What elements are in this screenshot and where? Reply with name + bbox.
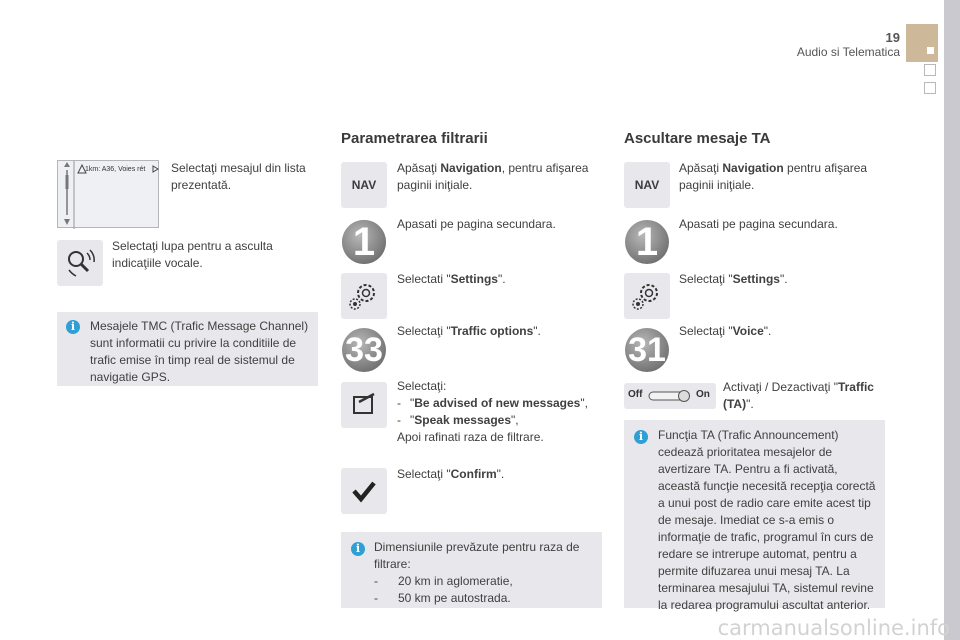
nav-label: NAV bbox=[634, 178, 660, 192]
info-icon: i bbox=[66, 320, 80, 334]
section-title: Audio si Telematica bbox=[796, 45, 900, 59]
filter-step-settings: Selectati "Settings". bbox=[397, 272, 506, 286]
ta-info-panel bbox=[624, 420, 885, 612]
step-number-badge bbox=[341, 219, 387, 265]
magnifier-speaker-icon bbox=[57, 240, 103, 286]
filter-radius-info: Dimensiunile prevăzute pentru raza de filtrare: - 20 km in aglomeratie, - 50 km pe autostrada. bbox=[374, 540, 580, 605]
select-message-text: Selectaţi mesajul din lista prezentată. bbox=[171, 161, 306, 192]
confirm-tile bbox=[341, 468, 387, 514]
watermark: carmanualsonline.info bbox=[717, 616, 950, 640]
info-icon: i bbox=[634, 430, 648, 444]
ta-toggle-switch bbox=[624, 383, 716, 409]
magnifier-tile bbox=[57, 240, 103, 286]
step-number: 33 bbox=[345, 331, 383, 369]
settings-gear-icon bbox=[624, 273, 670, 319]
filter-step-confirm: Selectaţi "Confirm". bbox=[397, 467, 505, 481]
filter-settings-title: Parametrarea filtrarii bbox=[341, 130, 488, 147]
traffic-list-thumbnail bbox=[57, 160, 159, 228]
tmc-info-panel bbox=[57, 312, 318, 386]
nav-button-tile bbox=[624, 162, 670, 208]
tmc-info-text: Mesajele TMC (Trafic Message Channel) sunt informatii cu privire la conditiile de trafic emise în timp real de sistemul de navigatie GPS. bbox=[90, 319, 309, 384]
options-tile bbox=[341, 382, 387, 428]
traffic-message-preview: 1km: A36, Voies rét bbox=[85, 166, 146, 173]
section-tab bbox=[906, 24, 938, 62]
settings-tile bbox=[341, 273, 387, 319]
info-icon: i bbox=[351, 542, 365, 556]
step-number: 1 bbox=[635, 220, 659, 264]
nav-label: NAV bbox=[351, 178, 377, 192]
toggle-on-label: On bbox=[696, 389, 710, 400]
ta-step-voice: Selectaţi "Voice". bbox=[679, 324, 772, 338]
filter-step-traffic-options: Selectaţi "Traffic options". bbox=[397, 324, 541, 338]
ta-step-navigation: Apăsaţi Navigation pentru afişarea paginii iniţiale. bbox=[679, 161, 868, 192]
toggle-track-icon bbox=[648, 389, 692, 403]
step-number: 31 bbox=[628, 331, 666, 369]
step-number-badge bbox=[624, 327, 670, 373]
ta-info-text: Funcţia TA (Trafic Announcement) cedează prioritatea mesajelor de avertizare TA. Pentru a fi activată, această funcţie necesită recepţia corectă a unui post de radio care emite acest tip de mesaje. Imediat ce s-a emis o informaţie de trafic, programul în curs de redare se intrerupe automat, pentru a permite difuzarea unui mesaj TA. La terminarea mesajului TA, sistemul revine la redarea programului ascultat anterior. bbox=[658, 428, 876, 612]
filter-step-secondary-page: Apasati pe pagina secundara. bbox=[397, 217, 556, 231]
ta-step-secondary-page: Apasati pe pagina secundara. bbox=[679, 217, 838, 231]
checkbox-pen-icon bbox=[341, 382, 387, 428]
filter-radius-info-panel bbox=[341, 532, 602, 608]
ta-messages-title: Ascultare mesaje TA bbox=[624, 130, 771, 147]
section-tab-marker bbox=[927, 47, 934, 54]
step-number-badge bbox=[341, 327, 387, 373]
nav-button-tile bbox=[341, 162, 387, 208]
toggle-off-label: Off bbox=[628, 389, 643, 400]
step-number: 1 bbox=[352, 220, 376, 264]
select-magnifier-text: Selectaţi lupa pentru a asculta indicaţiile vocale. bbox=[112, 239, 273, 270]
page-marker-box bbox=[924, 64, 936, 76]
settings-gear-icon bbox=[341, 273, 387, 319]
settings-tile bbox=[624, 273, 670, 319]
step-number-badge bbox=[624, 219, 670, 265]
checkmark-icon bbox=[341, 468, 387, 514]
filter-step-select-messages: Selectaţi: - "Be advised of new messages", - "Speak messages", Apoi rafinati raza de filtrare. bbox=[397, 379, 588, 444]
ta-step-settings: Selectaţi "Settings". bbox=[679, 272, 788, 286]
ta-step-toggle: Activaţi / Dezactivaţi "Traffic (TA)". bbox=[723, 380, 874, 411]
page-margin-strip bbox=[944, 0, 960, 640]
filter-step-navigation: Apăsaţi Navigation, pentru afişarea paginii iniţiale. bbox=[397, 161, 589, 192]
page-number: 19 bbox=[885, 30, 900, 45]
page-marker-box bbox=[924, 82, 936, 94]
